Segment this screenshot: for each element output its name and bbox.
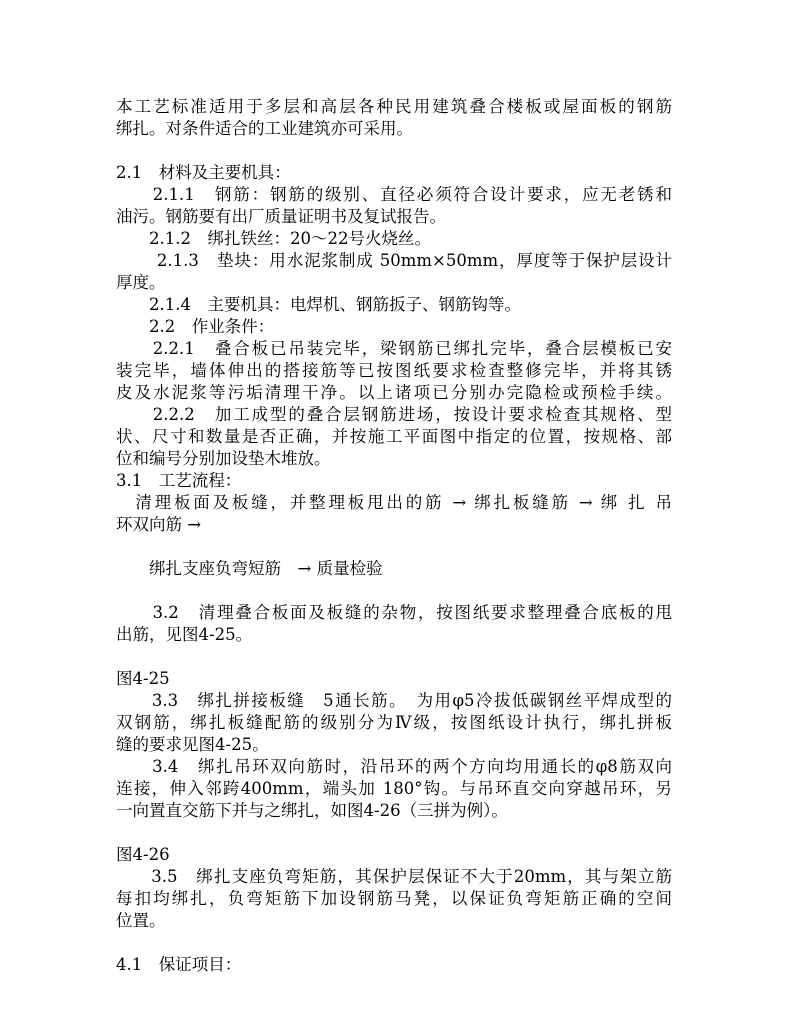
section-heading: 2.2 作业条件： xyxy=(116,317,275,336)
text-line: 环双向筋 → xyxy=(116,515,202,534)
text-line: 连接，伸入邻跨400mm，端头加 180°钩。与吊环直交向穿越吊环，另 xyxy=(116,779,672,798)
text-line: 2.2.2 加工成型的叠合层钢筋进场，按设计要求检查其规格、型 xyxy=(116,405,672,424)
section-heading: 4.1 保证项目： xyxy=(116,955,242,974)
figure-reference: 图4-25 xyxy=(116,669,170,688)
section-heading: 3.1 工艺流程： xyxy=(116,471,242,490)
text-line: 缝的要求见图4-25。 xyxy=(116,735,269,754)
text-line: 装完毕，墙体伸出的搭接筋等已按图纸要求检查整修完毕，并将其锈 xyxy=(116,361,672,380)
text-line: 位和编号分别加设垫木堆放。 xyxy=(116,449,331,468)
text-line: 厚度。 xyxy=(116,273,166,292)
text-line: 油污。钢筋要有出厂质量证明书及复试报告。 xyxy=(116,207,446,226)
text-line: 本工艺标准适用于多层和高层各种民用建筑叠合楼板或屋面板的钢筋 xyxy=(116,97,672,116)
text-line: 2.1.2 绑扎铁丝：20～22号火烧丝。 xyxy=(116,229,431,248)
text-line: 出筋，见图4-25。 xyxy=(116,625,253,644)
text-line: 一向置直交筋下并与之绑扎，如图4-26（三拼为例）。 xyxy=(116,801,508,820)
text-line: 2.1.1 钢筋：钢筋的级别、直径必须符合设计要求，应无老锈和 xyxy=(116,185,672,204)
text-line: 3.2 清理叠合板面及板缝的杂物，按图纸要求整理叠合底板的甩 xyxy=(116,603,672,622)
text-line: 清理板面及板缝，并整理板甩出的筋 → 绑扎板缝筋 → 绑 扎 吊 xyxy=(116,493,672,512)
figure-reference: 图4-26 xyxy=(116,845,170,864)
text-line: 2.1.3 垫块：用水泥浆制成 50mm×50mm，厚度等于保护层设计 xyxy=(116,251,672,270)
text-line: 3.5 绑扎支座负弯矩筋，其保护层保证不大于20mm，其与架立筋 xyxy=(116,867,672,886)
text-line: 3.4 绑扎吊环双向筋时，沿吊环的两个方向均用通长的φ8筋双向 xyxy=(116,757,672,776)
text-line: 位置。 xyxy=(116,911,166,930)
text-line: 每扣均绑扎，负弯矩筋下加设钢筋马凳，以保证负弯矩筋正确的空间 xyxy=(116,889,672,908)
text-line: 双钢筋，绑扎板缝配筋的级别分为Ⅳ级，按图纸设计执行，绑扎拼板 xyxy=(116,713,672,732)
text-line: 2.1.4 主要机具：电焊机、钢筋扳子、钢筋钩等。 xyxy=(116,295,521,314)
text-line: 绑扎。对条件适合的工业建筑亦可采用。 xyxy=(116,119,413,138)
text-line: 状、尺寸和数量是否正确，并按施工平面图中指定的位置，按规格、部 xyxy=(116,427,672,446)
text-line: 皮及水泥浆等污垢清理干净。以上诸项已分别办完隐检或预检手续。 xyxy=(116,383,672,402)
text-line: 绑扎支座负弯短筋 → 质量检验 xyxy=(116,559,383,578)
section-heading: 2.1 材料及主要机具： xyxy=(116,163,291,182)
text-line: 3.3 绑扎拼接板缝 5通长筋。 为用φ5冷拔低碳钢丝平焊成型的 xyxy=(116,691,672,710)
text-line: 2.2.1 叠合板已吊装完毕，梁钢筋已绑扎完毕，叠合层模板已安 xyxy=(116,339,672,358)
